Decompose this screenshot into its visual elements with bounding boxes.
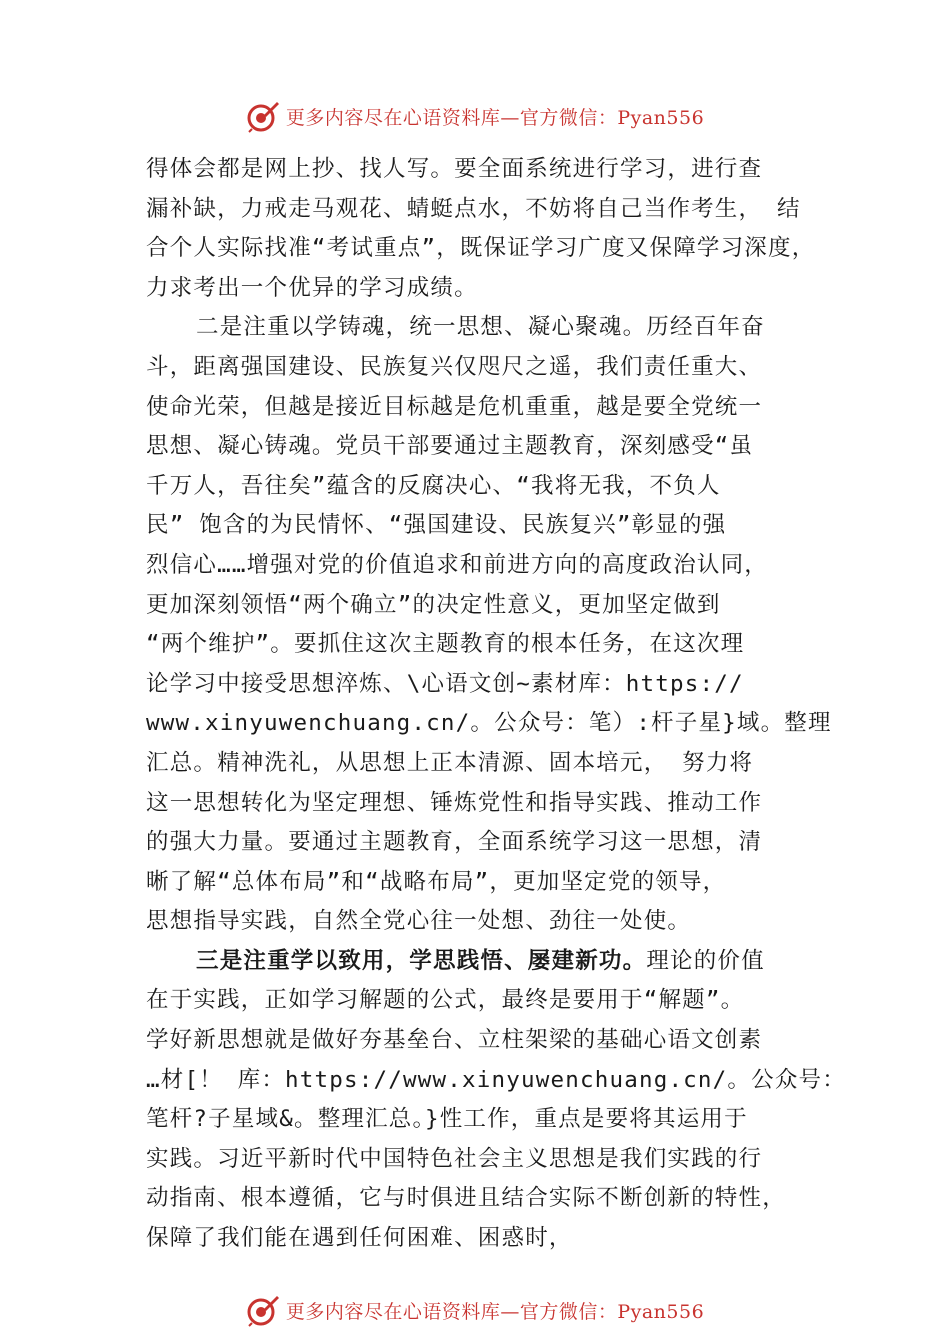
footer-banner-text: 更多内容尽在心语资料库—官方微信：Pyan556 — [285, 1300, 705, 1323]
paragraph-3-first-rest: 理论的价值 — [646, 947, 765, 974]
footer-banner — [0, 1290, 950, 1330]
text-line: 合个人实际找准“考试重点”，既保证学习广度又保障学习深度， — [146, 235, 816, 262]
quill-seal-icon — [246, 1293, 280, 1327]
text-line: 这一思想转化为坚定理想、锤炼党性和指导实践、推动工作 — [146, 789, 763, 816]
text-line: www.xinyuwenchuang.cn/。公众号：笔）:杆子星}域。整理 — [146, 710, 832, 737]
text-line: 思想指导实践，自然全党心往一处想、劲往一处使。 — [146, 908, 692, 935]
text-line: 力求考出一个优异的学习成绩。 — [146, 274, 478, 301]
text-line: 思想、凝心铸魂。党员干部要通过主题教育，深刻感受“虽 — [146, 433, 754, 460]
text-line: 实践。习近平新时代中国特色社会主义思想是我们实践的行 — [146, 1145, 763, 1172]
text-line: 论学习中接受思想淬炼、\心语文创~素材库：https:// — [146, 670, 744, 697]
text-line: 漏补缺，力戒走马观花、蜻蜓点水，不妨将自己当作考生， 结 — [146, 195, 801, 222]
paragraph-3-lead: 三是注重学以致用，学思践悟、屡建新功。 — [196, 947, 647, 974]
text-line: 在于实践，正如学习解题的公式，最终是要用于“解题”。 — [146, 987, 745, 1014]
text-line: 更加深刻领悟“两个确立”的决定性意义，更加坚定做到 — [146, 591, 721, 618]
text-line: 斗，距离强国建设、民族复兴仅咫尺之遥，我们责任重大、 — [146, 353, 763, 380]
text-line: 使命光荣，但越是接近目标越是危机重重，越是要全党统一 — [146, 393, 763, 420]
quill-seal-icon — [246, 99, 280, 133]
paragraph-3-first-line — [146, 942, 836, 982]
text-line: 学好新思想就是做好夯基垒台、立柱架梁的基础心语文创素 — [146, 1027, 763, 1054]
text-line: 晰了解“总体布局”和“战略布局”，更加坚定党的领导， — [146, 868, 727, 895]
document-body — [146, 150, 846, 1259]
text-line: 民” 饱含的为民情怀、“强国建设、民族复兴”彰显的强 — [146, 512, 727, 539]
text-line: “两个维护”。要抓住这次主题教育的根本任务，在这次理 — [146, 631, 745, 658]
text-line: 笔杆?子星域&。整理汇总。}性工作，重点是要将其运用于 — [146, 1106, 748, 1133]
text-line: 的强大力量。要通过主题教育，全面系统学习这一思想，清 — [146, 829, 763, 856]
header-banner-text: 更多内容尽在心语资料库—官方微信：Pyan556 — [285, 106, 705, 129]
text-line: 烈信心……增强对党的价值追求和前进方向的高度政治认同， — [146, 551, 768, 578]
text-line: …材[！ 库：https://www.xinyuwenchuang.cn/。公众号： — [146, 1066, 846, 1093]
text-line: 动指南、根本遵循，它与时俱进且结合实际不断创新的特性， — [146, 1185, 786, 1212]
text-line: 保障了我们能在遇到任何困难、困惑时， — [146, 1225, 573, 1252]
header-banner — [0, 96, 950, 136]
text-line: 汇总。精神洗礼，从思想上正本清源、固本培元， 努力将 — [146, 749, 754, 776]
text-line: 千万人，吾往矣”蕴含的反腐决心、“我将无我，不负人 — [146, 472, 721, 499]
text-line: 二是注重以学铸魂，统一思想、凝心聚魂。历经百年奋 — [196, 314, 765, 341]
text-line: 得体会都是网上抄、找人写。要全面系统进行学习，进行查 — [146, 156, 763, 182]
